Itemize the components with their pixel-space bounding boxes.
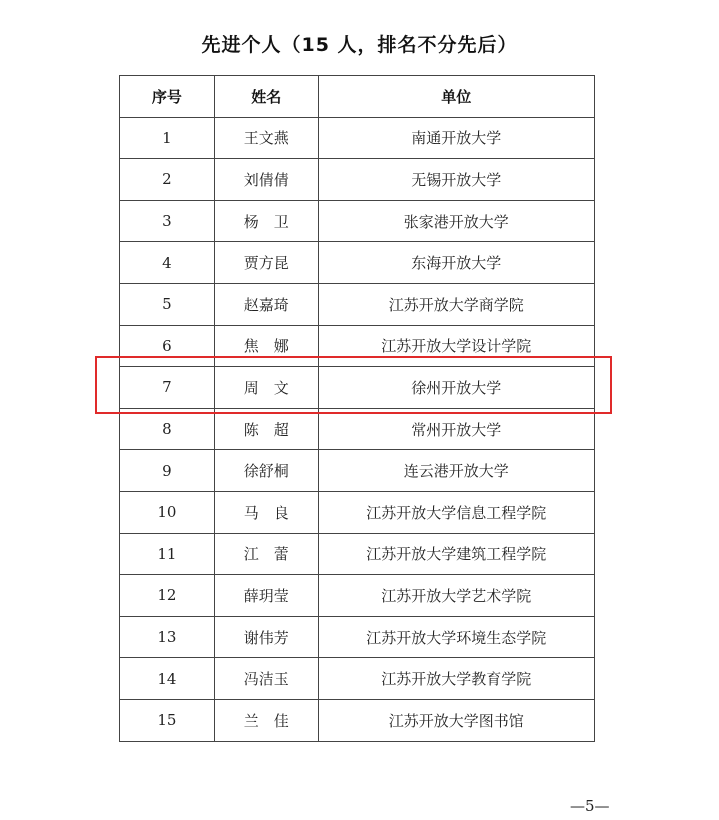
- table-header-row: [120, 76, 595, 118]
- table-row: [120, 200, 595, 242]
- row-name-cell: 谢伟芳: [214, 616, 318, 658]
- row-name-cell: 兰 佳: [214, 699, 318, 741]
- row-number-cell: 1: [120, 117, 215, 159]
- row-number-cell: 11: [120, 533, 215, 575]
- row-number-cell: 15: [120, 699, 215, 741]
- row-unit-cell: 无锡开放大学: [318, 159, 594, 201]
- row-unit-cell: 东海开放大学: [318, 242, 594, 284]
- table-row: [120, 242, 595, 284]
- row-unit-cell: 连云港开放大学: [318, 450, 594, 492]
- table-row: [120, 658, 595, 700]
- row-name-cell: 冯洁玉: [214, 658, 318, 700]
- row-name-cell: 杨 卫: [214, 200, 318, 242]
- row-unit-cell: 江苏开放大学商学院: [318, 283, 594, 325]
- table-row: [120, 117, 595, 159]
- row-name-cell: 刘倩倩: [214, 159, 318, 201]
- table-row: [120, 616, 595, 658]
- row-unit-cell: 江苏开放大学设计学院: [318, 325, 594, 367]
- row-number-cell: 14: [120, 658, 215, 700]
- row-name-cell: 焦 娜: [214, 325, 318, 367]
- document-title: 先进个人（15 人，排名不分先后）: [201, 34, 518, 56]
- row-name-cell: 王文燕: [214, 117, 318, 159]
- column-header-unit: 单位: [318, 76, 594, 118]
- row-unit-cell: 徐州开放大学: [318, 367, 594, 409]
- row-number-cell: 8: [120, 408, 215, 450]
- row-unit-cell: 常州开放大学: [318, 408, 594, 450]
- row-number-cell: 5: [120, 283, 215, 325]
- table-row: [120, 491, 595, 533]
- table-row: [120, 283, 595, 325]
- row-name-cell: 江 蕾: [214, 533, 318, 575]
- table-row: [120, 533, 595, 575]
- row-number-cell: 12: [120, 575, 215, 617]
- row-unit-cell: 南通开放大学: [318, 117, 594, 159]
- row-name-cell: 周 文: [214, 367, 318, 409]
- column-header-number: 序号: [120, 76, 215, 118]
- table-row: [120, 699, 595, 741]
- row-number-cell: 10: [120, 491, 215, 533]
- page-number: —5—: [570, 797, 610, 815]
- column-header-name: 姓名: [214, 76, 318, 118]
- row-unit-cell: 江苏开放大学建筑工程学院: [318, 533, 594, 575]
- row-number-cell: 7: [120, 367, 215, 409]
- highlight-box: [95, 356, 612, 414]
- row-name-cell: 薛玥莹: [214, 575, 318, 617]
- table-row: [120, 450, 595, 492]
- row-unit-cell: 江苏开放大学信息工程学院: [318, 491, 594, 533]
- row-number-cell: 2: [120, 159, 215, 201]
- row-unit-cell: 江苏开放大学教育学院: [318, 658, 594, 700]
- row-unit-cell: 江苏开放大学环境生态学院: [318, 616, 594, 658]
- row-name-cell: 陈 超: [214, 408, 318, 450]
- row-number-cell: 3: [120, 200, 215, 242]
- row-name-cell: 贾方昆: [214, 242, 318, 284]
- row-unit-cell: 张家港开放大学: [318, 200, 594, 242]
- row-unit-cell: 江苏开放大学艺术学院: [318, 575, 594, 617]
- row-name-cell: 马 良: [214, 491, 318, 533]
- row-unit-cell: 江苏开放大学图书馆: [318, 699, 594, 741]
- row-number-cell: 13: [120, 616, 215, 658]
- table-row: [120, 408, 595, 450]
- row-number-cell: 4: [120, 242, 215, 284]
- row-number-cell: 9: [120, 450, 215, 492]
- row-name-cell: 赵嘉琦: [214, 283, 318, 325]
- table-row: [120, 575, 595, 617]
- table-row: [120, 159, 595, 201]
- row-number-cell: 6: [120, 325, 215, 367]
- row-name-cell: 徐舒桐: [214, 450, 318, 492]
